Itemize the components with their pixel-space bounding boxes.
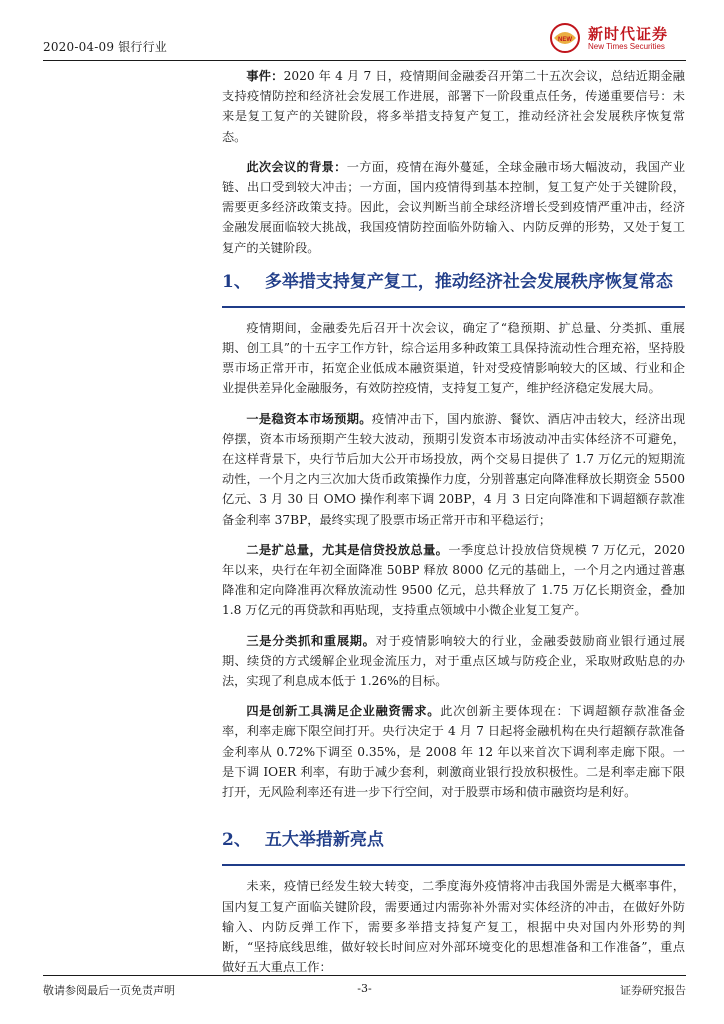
paragraph-label: 此次会议的背景： (246, 159, 347, 174)
company-logo (546, 22, 686, 54)
report-body (222, 66, 685, 977)
section-number: 1、 (222, 271, 251, 292)
paragraph-overview (222, 318, 685, 399)
paragraph-point-1 (222, 409, 685, 530)
section-title: 多举措支持复产复工，推动经济社会发展秩序恢复常态 (264, 271, 673, 292)
section-number: 2、 (222, 830, 251, 851)
section-heading-2 (222, 816, 685, 866)
header-date-industry: 2020-04-09 银行行业 (43, 40, 168, 54)
paragraph-text: 对于疫情影响较大的行业，金融委鼓励商业银行通过展期、续贷的方式缓解企业现金流压力，对于重点区域与防疫企业，采取财政贴息的办法，实现了利息成本低于 1.26%的目标。 (222, 633, 685, 689)
paragraph-label: 三是分类抓和重展期。 (246, 633, 376, 648)
paragraph-outlook (222, 876, 685, 977)
paragraph-point-3 (222, 631, 685, 692)
paragraph-background (222, 157, 685, 258)
paragraph-text: 2020 年 4 月 7 日，疫情期间金融委召开第二十五次会议，总结近期金融支持疫情防控和经济社会发展工作进展，部署下一阶段重点任务，传递重要信号：未来是复工复产的关键阶段，将多举措支持复产复工，推动经济社会发展秩序恢复常态。 (222, 69, 685, 144)
logo-english-name: New Times Securities (588, 42, 665, 51)
paragraph-text: 未来，疫情已经发生较大转变，二季度海外疫情将冲击我国外需是大概率事件，国内复工复产面临关键阶段，需要通过内需弥补外需对实体经济的冲击，在做好外防输入、内防反弹工作下，需要多举措支持复产复工，根据中央对国内外形势的判断，“坚持底线思维，做好较长时间应对外部环境变化的思想准备和工作准备”，重点做好五大重点工作： (222, 879, 685, 975)
section-title: 五大举措新亮点 (264, 830, 384, 851)
paragraph-text: 疫情冲击下，国内旅游、餐饮、酒店冲击较大，经济出现停摆，资本市场预期产生较大波动，预期引发资本市场波动冲击实体经济不可避免，在这样背景下，央行节后加大公开市场投放，两个交易日提供了 1.7 万亿元的短期流动性，一个月之内三次加大货币政策操作力度，分别普惠定向降准释放长期资金 5500 亿元、3 月 30 日 OMO 操作利率下调 20BP，4 月 3 日定向降准和下调超额存款准备金利率 37BP，最终实现了股票市场正常开市和平稳运行； (222, 411, 686, 527)
paragraph-text: 此次创新主要体现在：下调超额存款准备金率，利率走廊下限空间打开。央行决定于 4 月 7 日起将金融机构在央行超额存款准备金利率从 0.72%下调至 0.35%，是 2008 年 12 年以来首次下调利率走廊下限。一是下调 IOER 利率，有助于减少套利，刺激商业银行投放积极性。二是利率走廊下限打开，无风险利率还有进一步下行空间，对于股票市场和债市融资均是利好。 (222, 704, 685, 800)
page-header (43, 20, 686, 61)
page-number: -3- (357, 982, 372, 995)
paragraph-point-4 (222, 701, 685, 802)
paragraph-label: 事件： (246, 69, 284, 83)
footer-disclaimer-note: 敬请参阅最后一页免责声明 (43, 984, 175, 997)
paragraph-label: 一是稳资本市场预期。 (246, 411, 372, 426)
page-footer (43, 975, 686, 1006)
section-heading-1 (222, 258, 685, 308)
svg-text:NEW: NEW (558, 37, 572, 43)
paragraph-event (222, 66, 685, 147)
logo-chinese-name: 新时代证券 (588, 25, 669, 43)
paragraph-text: 疫情期间，金融委先后召开十次会议，确定了“稳预期、扩总量、分类抓、重展期、创工具”的十五字工作方针，综合运用多种政策工具保持流动性合理充裕，坚持股票市场正常开市，拓宽企业低成本融资渠道，针对受疫情影响较大的区域、行业和企业提供差异化金融服务，有效防控疫情，支持复工复产，维护经济稳定发展大局。 (222, 320, 685, 396)
paragraph-point-2 (222, 540, 685, 621)
paragraph-text: 一季度总计投放信贷规模 7 万亿元，2020 年以来，央行在年初全面降准 50BP 释放 8000 亿元的基础上，一个月之内通过普惠降准和定向降准再次释放流动性 9500 亿元，总共释放了 1.75 万亿长期资金，叠加 1.8 万亿元的再贷款和再贴现，支持重点领域中小微企业复工复产。 (222, 542, 685, 618)
paragraph-label: 四是创新工具满足企业融资需求。 (246, 704, 441, 719)
footer-report-type: 证券研究报告 (620, 984, 686, 997)
logo-mark-icon (546, 22, 584, 54)
paragraph-text: 一方面，疫情在海外蔓延，全球金融市场大幅波动，我国产业链、出口受到较大冲击；一方面，国内疫情得到基本控制，复工复产处于关键阶段，需要更多经济政策支持。因此，会议判断当前全球经济增长受到疫情严重冲击，经济金融发展面临较大挑战，我国疫情防控面临外防输入、内防反弹的形势，又处于复工复产的关键阶段。 (222, 159, 686, 255)
paragraph-label: 二是扩总量，尤其是信贷投放总量。 (246, 542, 449, 557)
